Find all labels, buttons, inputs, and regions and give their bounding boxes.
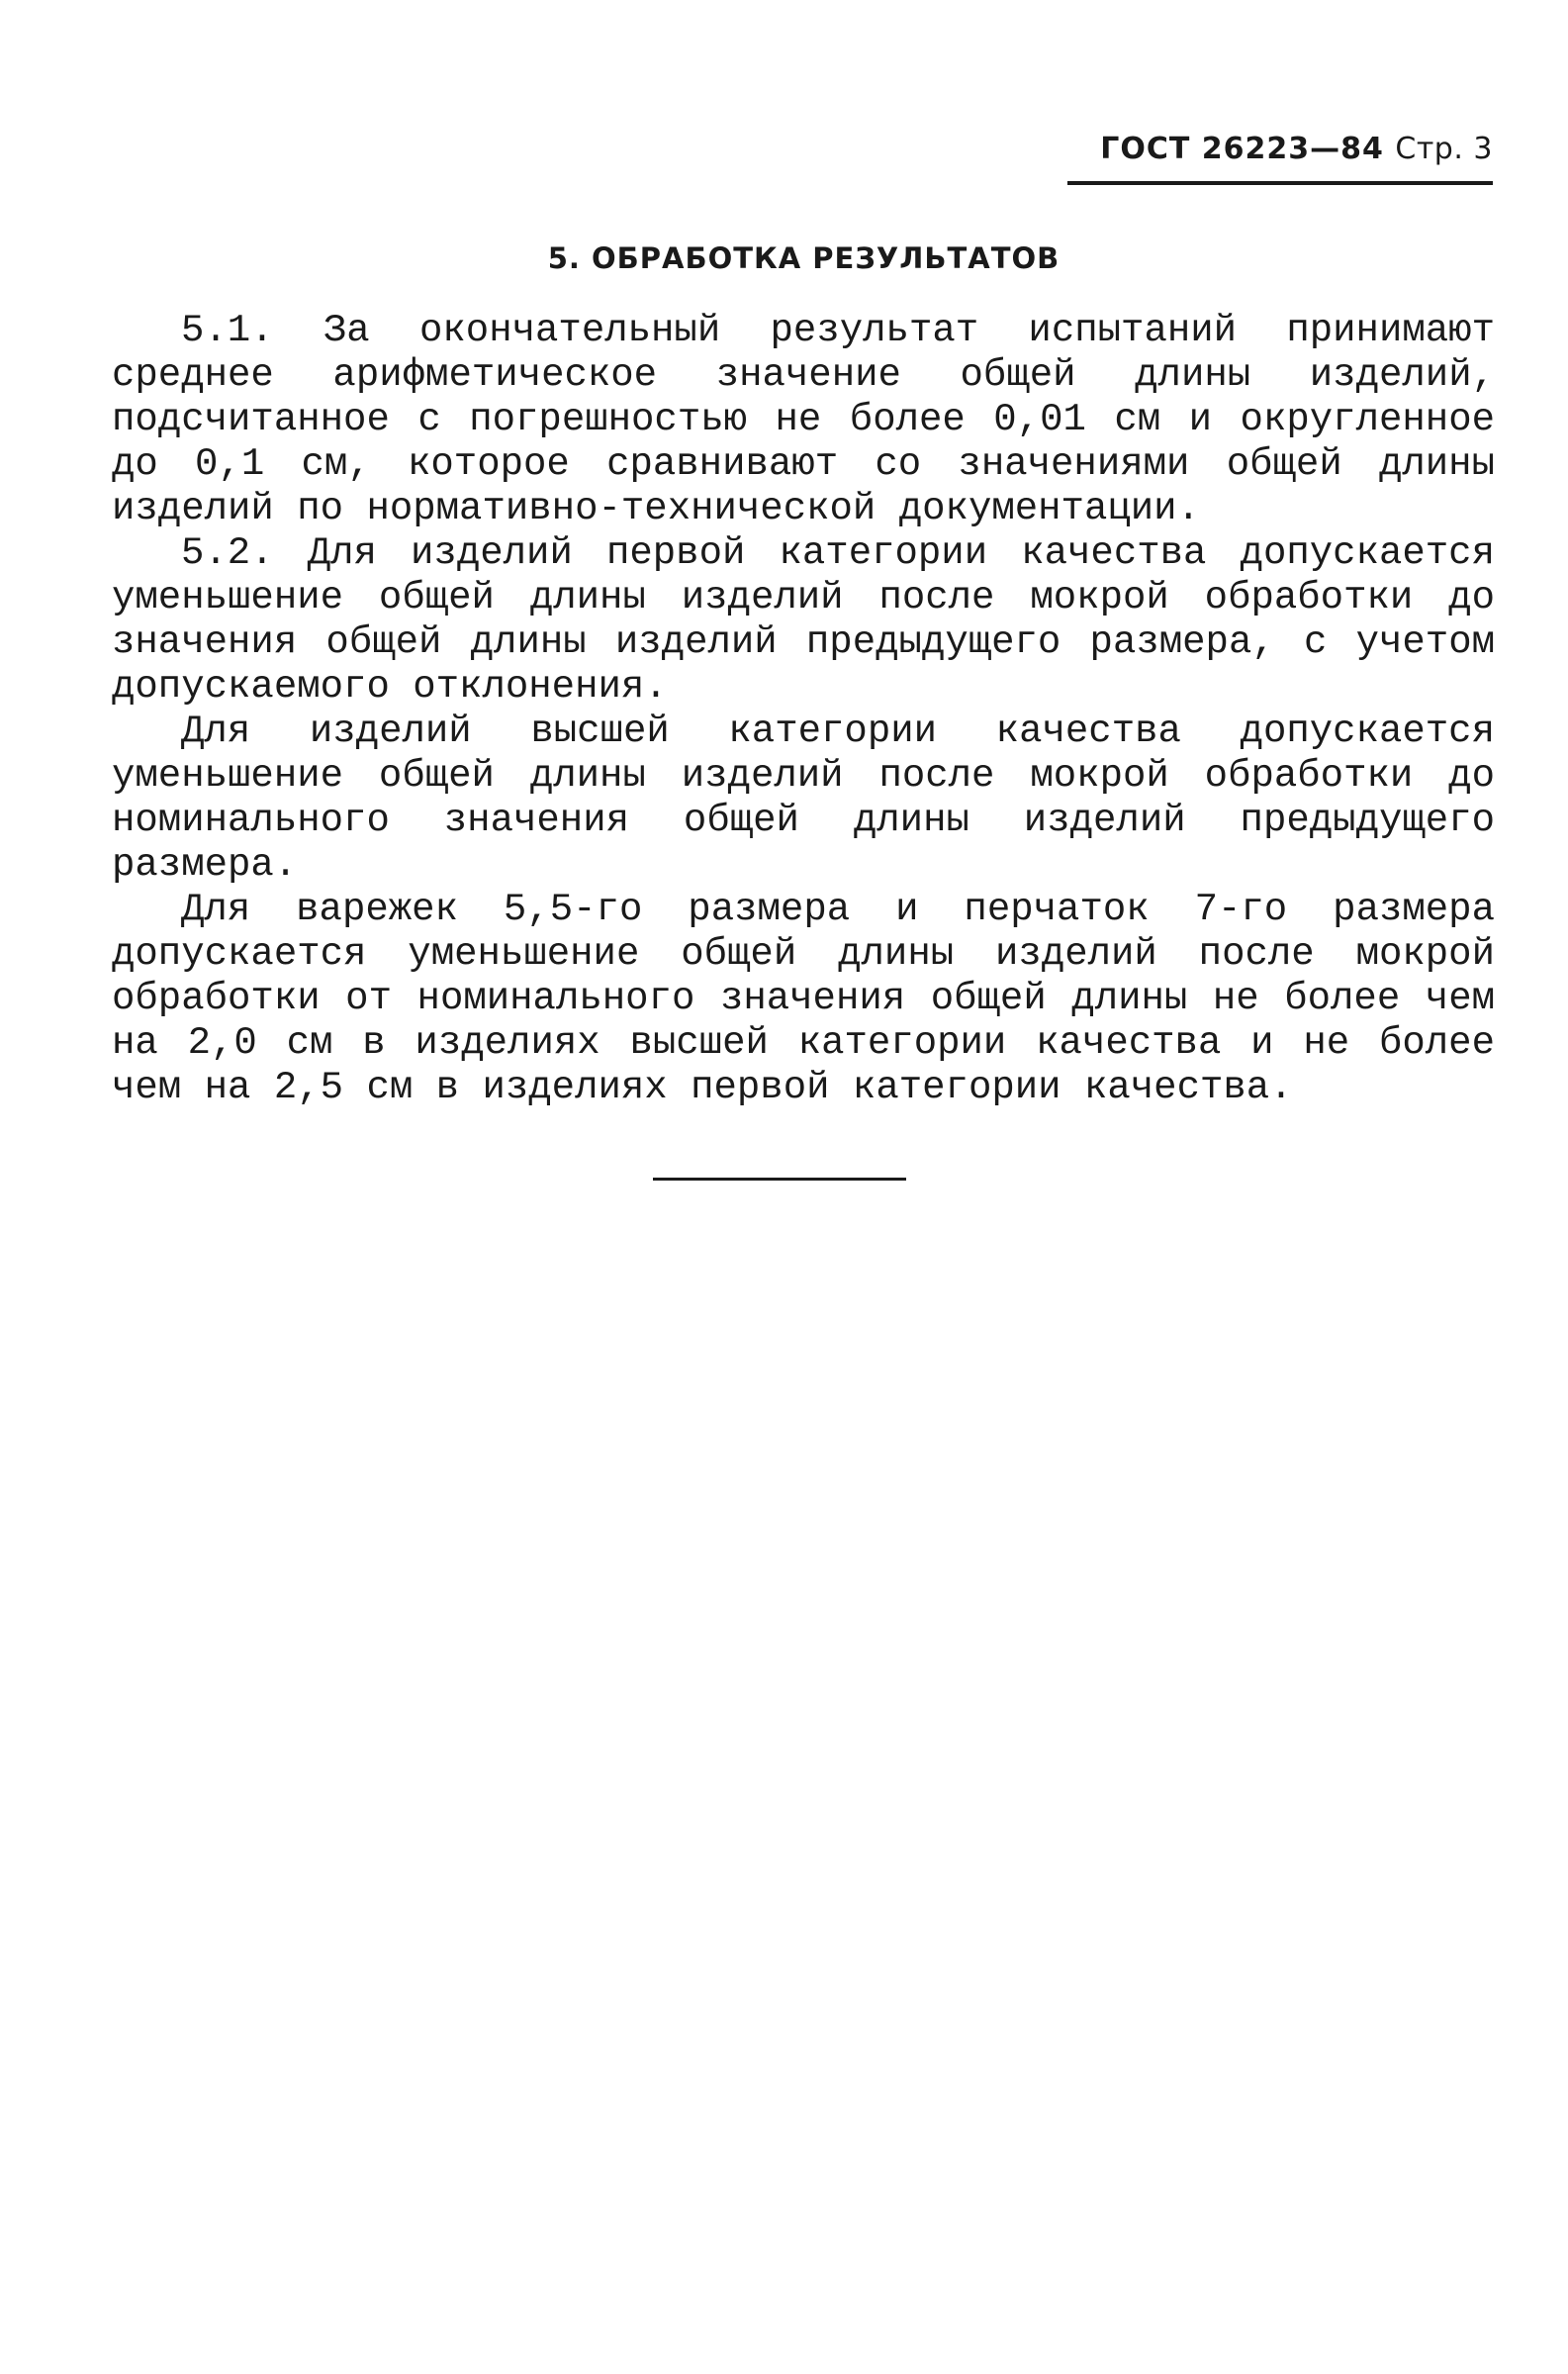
page-number: Стр. 3 [1395, 132, 1493, 166]
page-header [1067, 132, 1493, 166]
paragraph-5-2: 5.2. Для изделий первой категории качества допускается уменьшение общей длины изделий после мокрой обработки до значения общей длины изделий предыдущего размера, с учетом допускаемого отклонения. [112, 531, 1495, 709]
paragraph-mittens-gloves: Для варежек 5,5-го размера и перчаток 7-го размера допускается уменьшение общей длины изделий после мокрой обработки от номинального значения общей длины не более чем на 2,0 см в изделиях высшей категории качества и не более чем на 2,5 см в изделиях первой категории качества. [112, 888, 1495, 1109]
document-code: ГОСТ 26223—84 [1100, 132, 1384, 166]
body-text [112, 309, 1495, 1110]
end-rule [653, 1178, 906, 1181]
paragraph-5-1: 5.1. За окончательный результат испытаний принимают среднее арифметическое значение общей длины изделий, подсчитанное с погрешностью не более 0,01 см и округленное до 0,1 см, которое сравнивают со значениями общей длины изделий по нормативно-технической документации. [112, 309, 1495, 530]
paragraph-highest-category: Для изделий высшей категории качества допускается уменьшение общей длины изделий после мокрой обработки до номинального значения общей длины изделий предыдущего размера. [112, 710, 1495, 887]
section-title: 5. ОБРАБОТКА РЕЗУЛЬТАТОВ [547, 241, 1061, 275]
header-rule [1067, 181, 1493, 185]
